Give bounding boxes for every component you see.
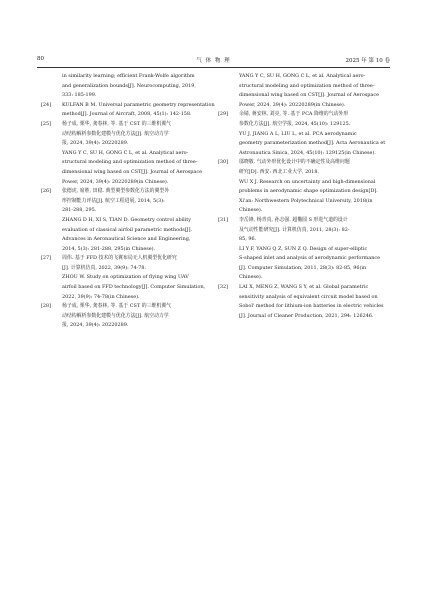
reference-line: 邬晓敬. 气动外形优化设计中的不确定性及高维问题 [239, 159, 350, 166]
reference-entry [41, 187, 211, 254]
reference-line: LI Y F, YANG Q Z, SUN Z Q. Design of super-elliptic [239, 245, 368, 252]
reference-line: 动结构解析参数化建模与优化方法[J]. 航空动力学 [62, 130, 169, 137]
reference-line: Advances in Aeronautical Science and Engineering, [62, 236, 191, 243]
journal-title: 气 体 物 理 [196, 58, 231, 64]
reference-entry [218, 110, 388, 158]
reference-entry [218, 216, 388, 283]
reference-line: 杨子成, 栗华, 龚春林, 等. 基于 CST 的三维机翼气 [62, 303, 172, 310]
reference-line: WU X J. Research on uncertainty and high-dimensional [239, 178, 376, 185]
reference-entry [218, 283, 388, 321]
reference-number: [30] [218, 159, 229, 166]
running-header [37, 56, 390, 67]
reference-line: YANG Y C, SU H, GONG C L, et al. Analytical aero- [62, 149, 189, 156]
reference-number: [31] [218, 216, 229, 223]
reference-line: problems in aerodynamic shape optimization design[D]. [239, 188, 378, 195]
reference-line: geometry parameterization method[J]. Acta Aeronautica et [239, 140, 386, 147]
reference-line: KULFAN B M. Universal parametric geometry representation [62, 101, 215, 108]
reference-line: 杨子成, 栗华, 龚春林, 等. 基于 CST 的三维机翼气 [62, 120, 172, 127]
reference-line: Power, 2024, 39(4): 20220289(in Chinese). [62, 178, 169, 185]
reference-line: 动结构解析参数化建模与优化方法[J]. 航空动力学 [62, 312, 169, 319]
reference-line: LAI X, MENG Z, WANG S Y, et al. Global parametric [239, 284, 369, 291]
reference-line: [J]. Computer Simulation, 2011, 28(3): 82-85, 96(in [239, 264, 367, 271]
reference-number: [24] [41, 101, 52, 108]
reference-line: 余婧, 蒋安林, 刘亮, 等. 基于 PCA 降维的气动外形 [239, 111, 349, 118]
page-number: 80 [37, 56, 44, 62]
reference-line: 李岳锋, 杨青真, 孙志强. 超椭圆 S 形进气道的设计 [239, 216, 348, 223]
reference-line: YANG Y C, SU H, GONG C L, et al. Analytical aero- [239, 73, 366, 79]
reference-line: structural modeling and optimization method of three- [239, 82, 375, 89]
reference-line: 85, 96. [239, 236, 257, 243]
reference-line: Chinese). [239, 207, 263, 214]
reference-line: 及气动性能研究[J]. 计算机仿真, 2011, 28(3): 82- [239, 226, 350, 233]
reference-line: 2022, 39(9): 74-78(in Chinese). [62, 293, 140, 300]
reference-line: Sobol' method for lithium-ion batteries in electric vehicles [239, 303, 384, 310]
reference-entry [218, 158, 388, 216]
reference-line: ZHOU W. Study on optimization of flying wing UAV [62, 274, 189, 281]
reference-entry [41, 72, 211, 101]
reference-line: ZHANG D H, XI S, TIAN D. Geometry control ability [62, 216, 192, 223]
reference-line: airfoil based on FFD technology[J]. Computer Simulation, [62, 284, 206, 291]
header-rule [37, 67, 390, 68]
reference-line: [J]. 计算机仿真, 2022, 39(9): 74-78. [62, 264, 147, 271]
reference-line: evaluation of classical airfoil parametric methods[J]. [62, 226, 193, 233]
reference-entry [41, 101, 215, 120]
reference-line: method[J]. Journal of Aircraft, 2008, 45(1): 142-158. [62, 111, 192, 118]
reference-line: 报, 2024, 39(4): 20220289. [62, 140, 129, 147]
reference-number: [28] [41, 303, 52, 310]
reference-entry [41, 302, 211, 331]
reference-line: dimensional wing based on CST[J]. Journal of Aerospace [62, 168, 202, 175]
reference-column-right [218, 72, 388, 321]
reference-line: in similarity learning; efficient Frank-Wolfe algorithm [62, 73, 195, 79]
reference-line: Xi'an: Northwestern Polytechnical University, 2018(in [239, 197, 373, 204]
reference-entry [218, 72, 388, 110]
reference-line: S-shaped inlet and analysis of aerodynamic performance [239, 255, 381, 262]
issue-info: 2025 年 第 10 卷 [345, 58, 390, 64]
reference-line: dimensional wing based on CST[J]. Journal of Aerospace [239, 92, 379, 99]
reference-line: 参数化方法[J]. 航空学报, 2024, 45(10): 129125. [239, 120, 351, 127]
reference-line: 张德虎, 席胜, 田稳. 典型翼型参数化方法的翼型外 [62, 188, 170, 195]
reference-line: Power, 2024, 39(4): 20220289(in Chinese). [239, 101, 346, 108]
reference-line: 281-288, 295. [62, 207, 97, 214]
reference-number: [32] [218, 284, 229, 291]
reference-number: [25] [41, 120, 52, 127]
reference-line: sensitivity analysis of equivalent circuit model based on [239, 293, 378, 300]
reference-number: [29] [218, 111, 229, 118]
reference-line: Chinese). [239, 274, 263, 281]
reference-entry [41, 254, 211, 302]
reference-number: [27] [41, 255, 52, 262]
reference-column-left [41, 72, 215, 331]
reference-line: 形控制能力评估[J]. 航空工程进展, 2014, 5(3): [62, 197, 165, 204]
reference-line: Astronautica Sinica, 2024, 45(10): 129125(in Chinese). [239, 149, 376, 156]
reference-line: 周伟. 基于 FFD 技术的飞翼布局无人机翼型优化研究 [62, 255, 177, 262]
reference-line: 333: 185-199. [62, 92, 97, 99]
reference-entry [41, 120, 211, 187]
reference-number: [26] [41, 188, 52, 195]
reference-line: [J]. Journal of Cleaner Production, 2021, 294: 126246. [239, 312, 374, 319]
reference-line: and generalization bounds[J]. Neurocomputing, 2019, [62, 82, 196, 89]
reference-line: 2014, 5(3): 281-288, 295(in Chinese). [62, 245, 156, 252]
reference-line: YU J, JIANG A L, LIU L, et al. PCA aerodynamic [239, 130, 357, 137]
reference-line: 研究[D]. 西安: 西北工业大学, 2018. [239, 168, 320, 175]
reference-line: structural modeling and optimization method of three- [62, 159, 198, 166]
reference-line: 报, 2024, 39(4): 20220289. [62, 322, 129, 329]
